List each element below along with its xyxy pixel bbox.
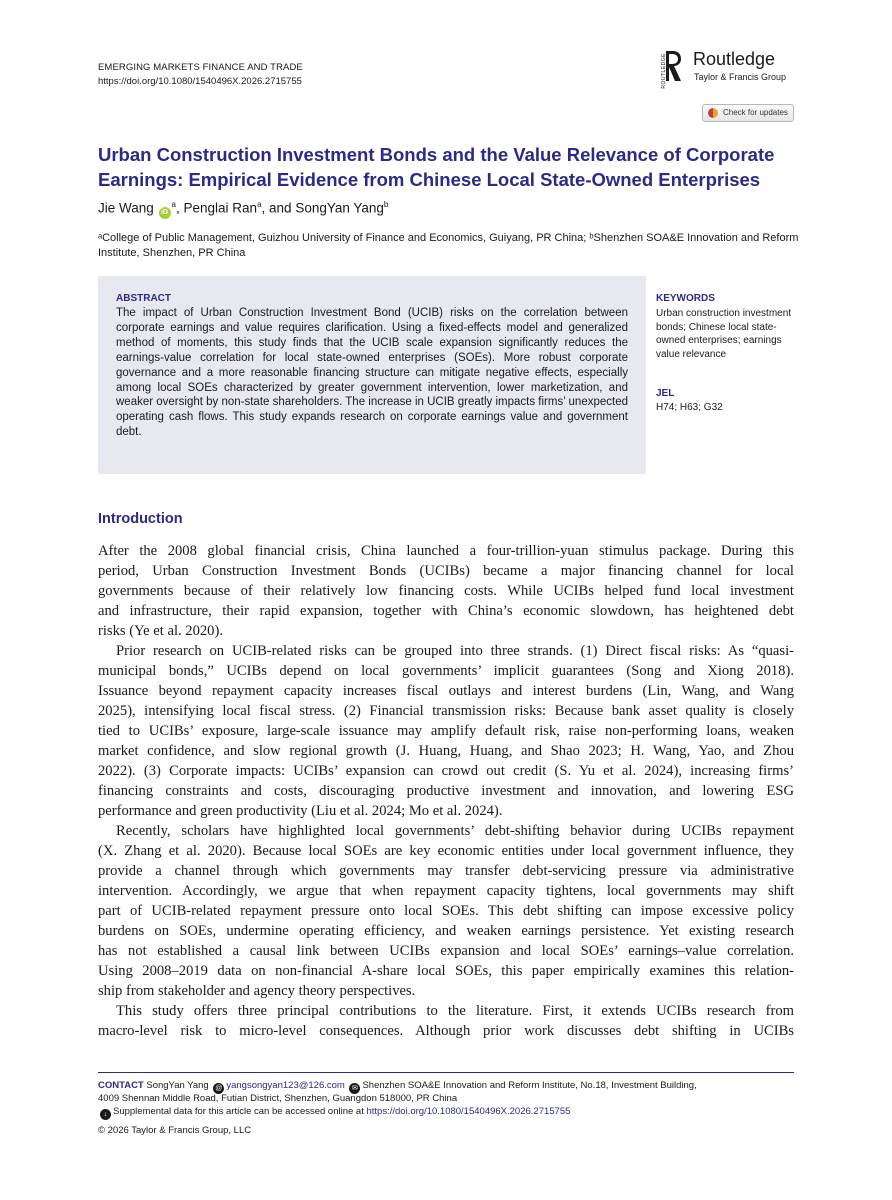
text-line: performance and green productivity (Liu et al. 2024; Mo et al. 2024). [98,803,503,819]
supplemental-link[interactable]: https://doi.org/10.1080/1540496X.2026.2715755 [366,1106,571,1117]
text-line: This study offers three principal contributions to the literature. First, it extends UCIBs research from [116,1003,794,1019]
text-line: period, Urban Construction Investment Bonds (UCIBs) became a major financing channel for local [98,563,794,579]
affiliation-marker: a [257,200,262,209]
keywords-text: Urban construction investment bonds; Chinese local state-owned enterprises; earnings value relevance [656,308,792,360]
text-line: financing constraints and costs, discouraging productive investment and innovation, and lowering ESG [98,783,794,799]
download-icon: ↓ [100,1109,111,1120]
text-line: ship from stakeholder and agency theory perspectives. [98,983,416,999]
text-line: part of UCIB-related repayment pressure onto local SOEs. This debt shifting can impose excessive policy [98,903,794,919]
keywords-heading: KEYWORDS [656,293,715,304]
text-line: 2025), intensifying local fiscal stress. (2) Financial transmission risks: Because bank asset quality is closely [98,703,794,719]
publisher-vertical-text: ROUTLEDGE [661,53,667,89]
text-line: burdens on SOEs, undermine operating efficiency, and weaken earnings persistence. Yet existing research [98,923,794,939]
text-line: market confidence, and slow regional growth (J. Huang, Huang, and Shao 2023; H. Wang, Yao, and Zhou [98,743,794,759]
contact-label: CONTACT [98,1080,144,1091]
text-line: provide a channel through which governments may transfer debt-servicing pressure via administrative [98,863,794,879]
publisher-name: Routledge [693,49,776,69]
check-for-updates-label: Check for updates [723,108,788,117]
article-doi-link[interactable]: https://doi.org/10.1080/1540496X.2026.2715755 [98,76,302,87]
text-line: intervention. Accordingly, we argue that when repayment capacity tightens, local governments may shift [98,883,794,899]
jel-heading: JEL [656,388,675,399]
affiliation-marker: b [383,200,389,209]
text-line: governments because of their relatively low financing costs. While UCIBs helped fund local investment [98,583,794,599]
contact-email-link[interactable]: yangsongyan123@126.com [226,1080,345,1091]
publisher-logo [660,47,800,87]
check-for-updates-button[interactable] [702,104,794,122]
text-line: macro-level risk to micro-level consequences. Although prior work discusses debt shifting in UCIBs [98,1023,794,1039]
text-line: Using 2008–2019 data on non-financial A-share local SOEs, this paper empirically examines this relation- [98,963,794,979]
affiliations: ᵃCollege of Public Management, Guizhou University of Finance and Economics, Guiyang, PR China; ᵇShenzhen SOA&E Innovation and Reform Institute, Shenzhen, PR China [98,232,799,259]
section-heading: Introduction [98,511,183,527]
footer-divider [98,1072,794,1073]
email-icon: @ [215,1085,223,1092]
contact-name: SongYan Yang [146,1080,209,1091]
text-line: and infrastructure, their rapid expansion, together with China’s economic slowdown, has heightened debt [98,603,794,619]
text-line: has not established a causal link between UCIBs expansion and local SOEs’ earnings–value correlation. [98,943,794,959]
text-line: 2022). (3) Corporate impacts: UCIBs’ expansion can crowd out credit (S. Yu et al. 2024), increasing firms’ [98,763,794,779]
text-line: Issuance beyond repayment capacity increases fiscal outlays and interest burdens (Lin, Wang, and Wang [98,683,794,699]
supplemental-line [98,1106,570,1120]
abstract-text: The impact of Urban Construction Investment Bond (UCIB) risks on the correlation between corporate earnings and value requires clarification. Using a fixed-effects model and generalized method of moments, this study finds that the UCIB scale expansion significantly reduces the earnings-value correlation for local state-owned enterprises (SOEs). More robust corporate governance and a more reasonable financing structure can mitigate negative effects, especially among local SOEs characterized by greater government intervention, lower marketization, and weaker oversight by non-state shareholders. The increase in UCIB greatly impacts firms’ unexpected operating cash flows. This study expands research on corporate earnings value and government debt. [116,307,628,439]
text-line: risks (Ye et al. 2020). [98,623,223,639]
contact-address-line: 4009 Shennan Middle Road, Futian District, Shenzhen, Guangdon 518000, PR China [98,1093,458,1104]
text-line: Prior research on UCIB-related risks can be grouped into three strands. (1) Direct fiscal risks: As “quasi- [116,643,794,659]
affiliation-marker: a [171,200,176,209]
abstract-heading: ABSTRACT [116,293,171,304]
text-line: municipal bonds,” UCIBs depend on local governments’ implicit guarantees (Song and Xiong 2018). [98,663,794,679]
address-icon: ✉ [349,1083,360,1094]
crossmark-icon [708,108,718,118]
text-line: Recently, scholars have highlighted local governments’ debt-shifting behavior during UCIBs repayment [116,823,794,839]
contact-address: Shenzhen SOA&E Innovation and Reform Institute, No.18, Investment Building, [362,1080,697,1091]
text-line: tied to UCIBs’ exposure, large-scale issuance may amplify default risk, raise non-performing loans, weaken [98,723,794,739]
author-name[interactable]: Penglai Ran [183,200,258,216]
jel-codes: H74; H63; G32 [656,402,723,413]
journal-name: EMERGING MARKETS FINANCE AND TRADE [98,62,303,73]
publisher-subtitle: Taylor & Francis Group [694,72,787,82]
orcid-icon[interactable]: iD [159,207,171,219]
article-title: Urban Construction Investment Bonds and the Value Relevance of Corporate Earnings: Empirical Evidence from Chinese Local State-Owned Enterprises [98,144,775,190]
author-name[interactable]: SongYan Yang [295,200,384,216]
copyright: © 2026 Taylor & Francis Group, LLC [98,1125,252,1136]
author-name[interactable]: Jie Wang [98,200,154,216]
contact-line [98,1080,697,1094]
text-line: (X. Zhang et al. 2020). Because local SOEs are key economic entities under local government influence, they [98,843,794,859]
supplemental-text: Supplemental data for this article can be accessed online at [113,1106,364,1117]
author-list: Jie Wang $iD^a$, Penglai Ran$^a$, and SongYan Yang$^b$ [98,200,388,219]
text-line: After the 2008 global financial crisis, China launched a four-trillion-yuan stimulus package. During this [98,543,794,559]
